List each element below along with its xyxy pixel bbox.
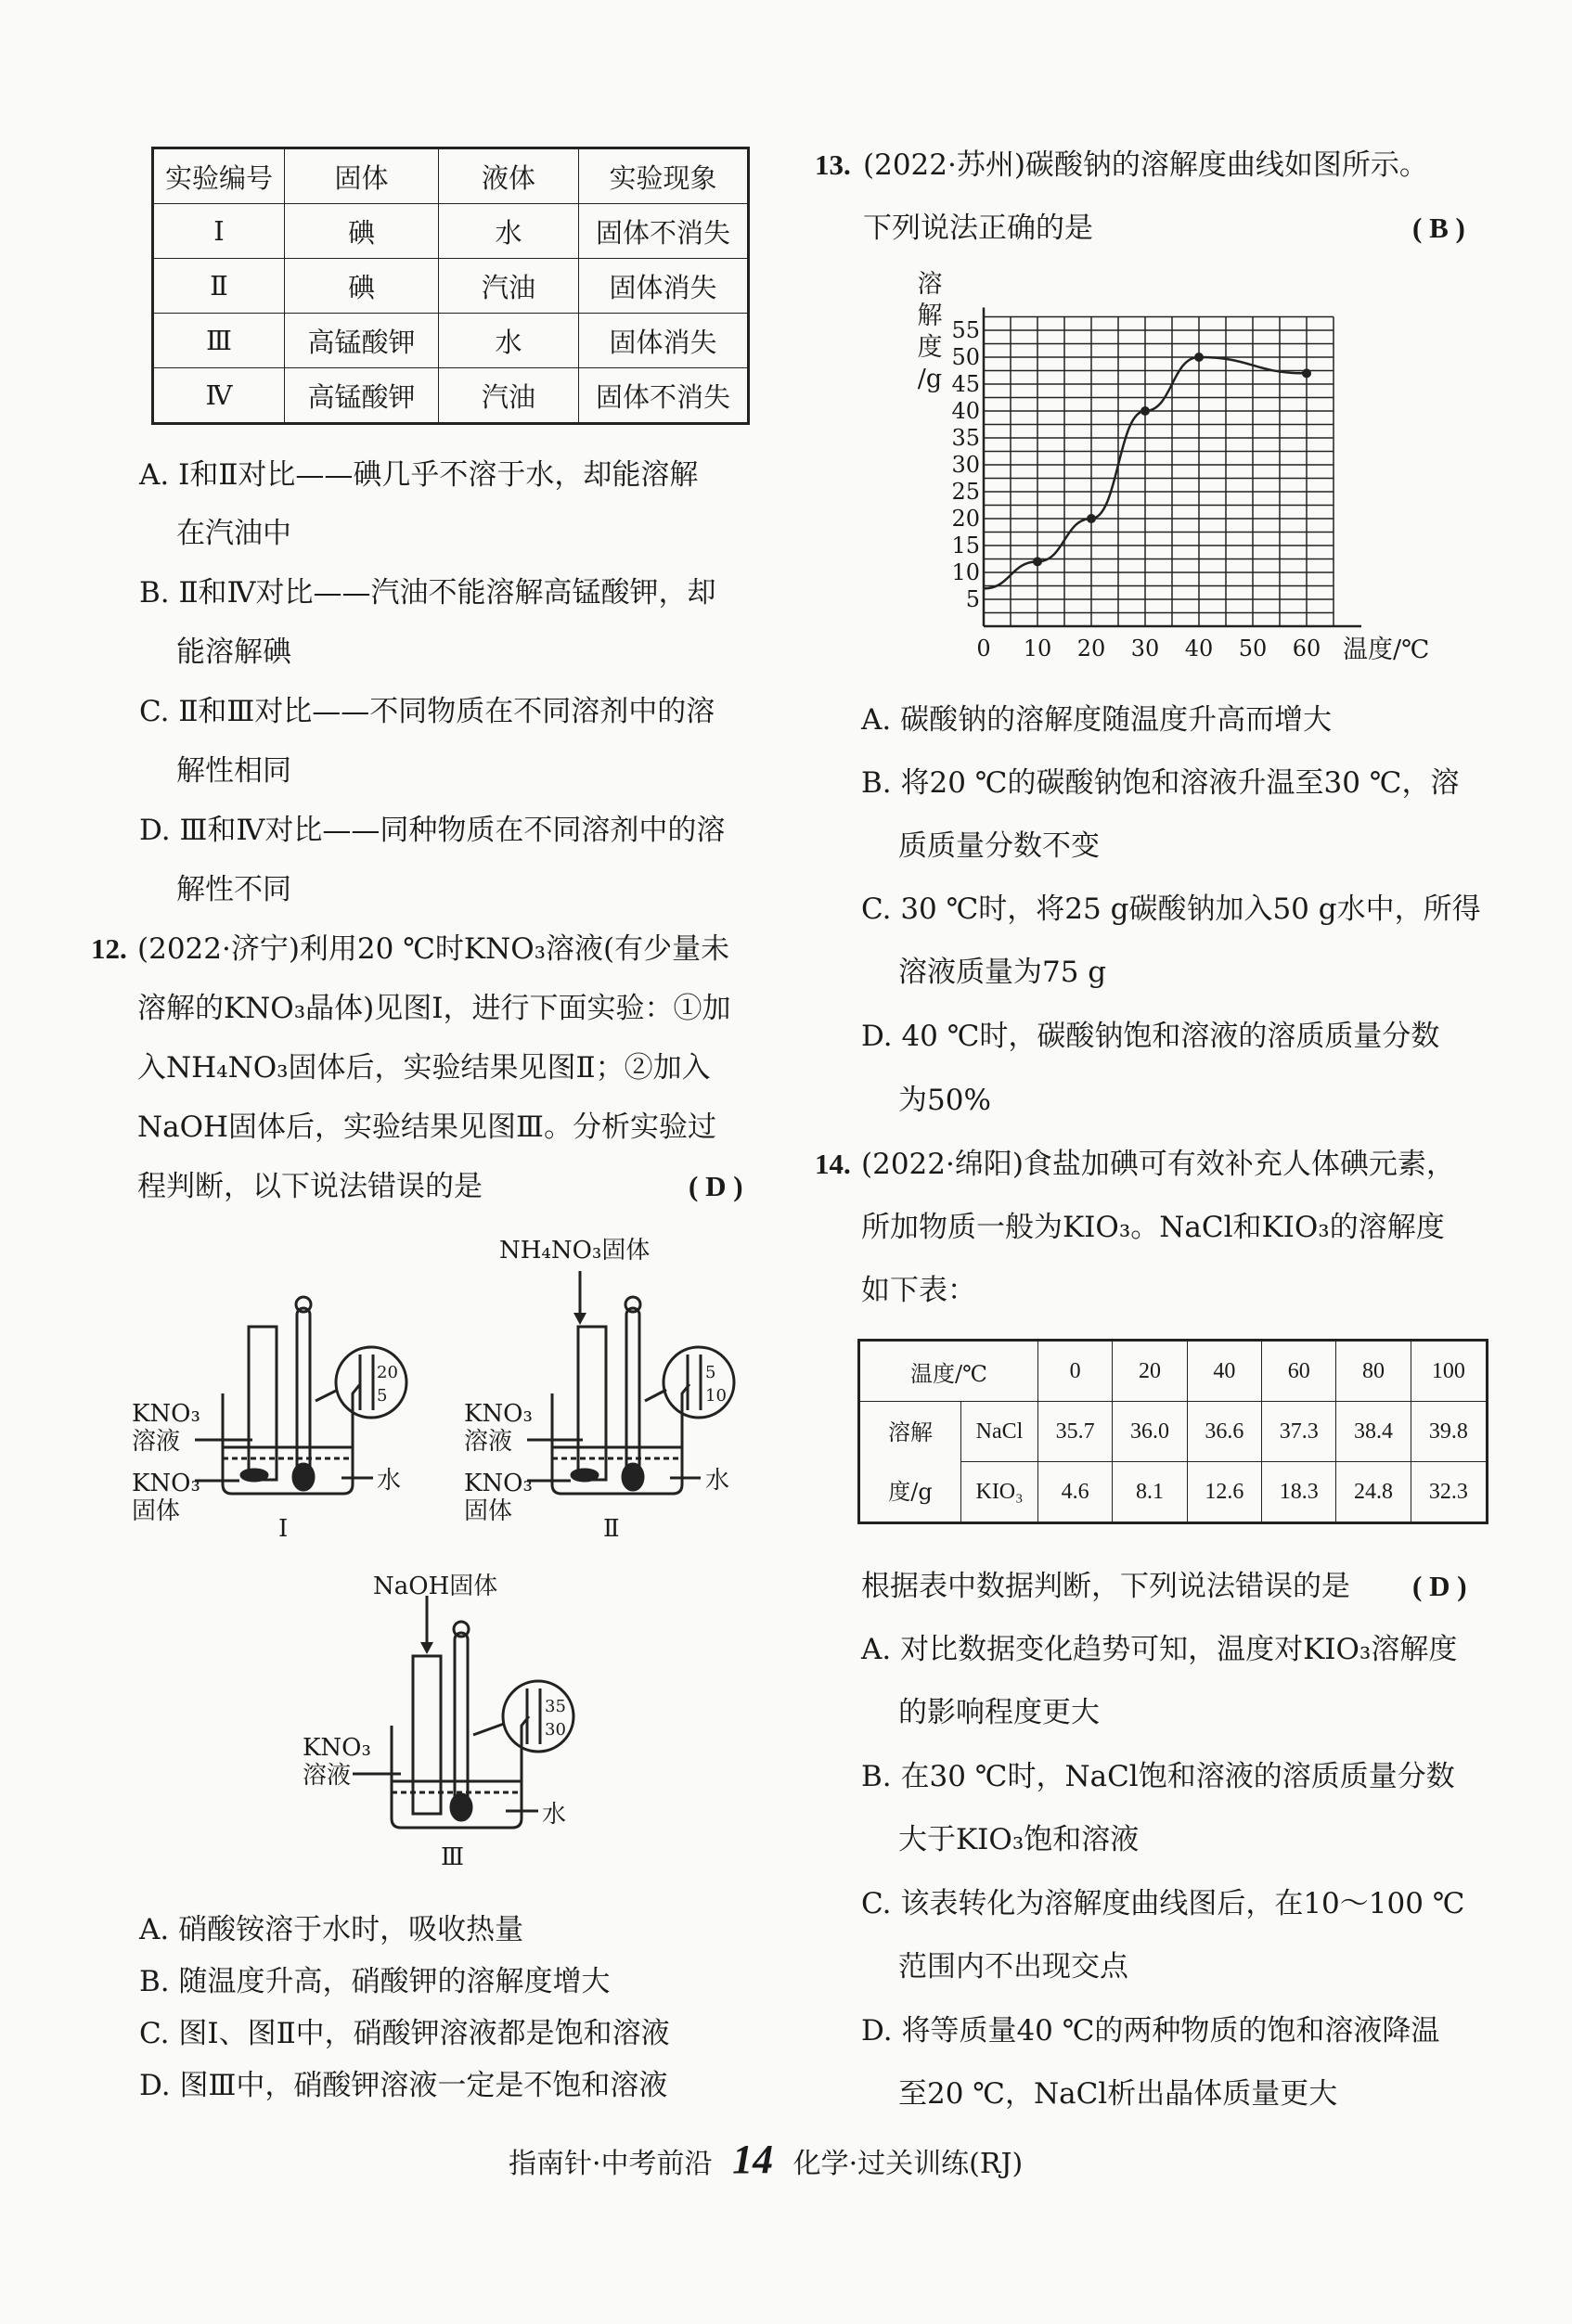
chart-y-tick-label: 15 [951,533,980,559]
q12-stem-line: NaOH固体后，实验结果见图Ⅲ。分析实验过 [137,1111,716,1144]
table-row [859,1402,1488,1462]
fig3-solution-label: 溶液 [303,1762,352,1790]
fig3-therm-bottom: 30 [545,1720,566,1740]
fig1-therm-top: 20 [377,1363,398,1382]
table-cell: Ⅱ [153,259,285,314]
table-cell: 4.6 [1038,1462,1113,1523]
table-header-cell: 40 [1187,1341,1261,1402]
q11-option-d-line1: D. Ⅲ和Ⅳ对比——同种物质在不同溶剂中的溶 [139,814,726,847]
fig1-kno3-solid-label: KNO₃ [132,1470,200,1497]
chart-x-tick-label: 30 [1130,636,1160,661]
table-cell: 固体不消失 [579,204,749,259]
table-cell: 碘 [285,204,439,259]
fig1-caption: Ⅰ [278,1515,289,1543]
table-row [153,259,749,314]
q14-option-c-line1: C. 该表转化为溶解度曲线图后，在10～100 ℃ [861,1887,1465,1920]
chart-data-point [1194,353,1204,362]
fig3-therm-top: 35 [545,1697,566,1716]
fig2-solution-label: 溶液 [464,1428,513,1456]
q14-answer: ( D ) [1412,1570,1467,1602]
chart-x-tick-label: 40 [1184,636,1214,661]
table-cell: 碘 [285,259,439,314]
fig2-therm-bottom: 10 [705,1386,727,1406]
q11-option-c-line2: 解性相同 [176,754,291,788]
table-cell: 35.7 [1038,1402,1113,1462]
table-header-cell: 60 [1262,1341,1336,1402]
q14-question: 根据表中数据判断，下列说法错误的是 [861,1570,1350,1603]
fig1-solution-label: 溶液 [132,1428,181,1456]
chart-y-tick-label: 55 [951,317,980,343]
table-cell: 39.8 [1411,1402,1487,1462]
table-cell: 8.1 [1113,1462,1187,1523]
q13-option-b-line2: 质质量分数不变 [898,829,1100,863]
fig1-kno3-solution-label: KNO₃ [132,1400,200,1428]
beaker-2 [552,1271,734,1494]
table-header-cell: 100 [1411,1341,1487,1402]
fig2-solid-label: 固体 [464,1497,513,1525]
fig2-caption: Ⅱ [603,1515,620,1543]
fig1-therm-bottom: 5 [377,1386,388,1406]
nh4no3-label: NH₄NO₃固体 [499,1237,651,1265]
table-cell: 固体消失 [579,259,749,314]
row-group-label-line: 度/g [888,1478,933,1505]
chart-y-tick-label: 40 [951,398,980,424]
chart-y-axis-label: 解 [917,302,943,330]
table-cell: 高锰酸钾 [285,314,439,368]
page-number: 14 [732,2137,774,2182]
table-cell: 水 [439,314,579,368]
q14-option-b-line1: B. 在30 ℃时，NaCl饱和溶液的溶质质量分数 [861,1760,1455,1793]
table-header-cell: 温度/℃ [859,1341,1038,1402]
table-row [153,204,749,259]
q14-stem-line: 如下表： [861,1274,976,1307]
fig3-kno3-solution-label: KNO₃ [303,1734,371,1762]
table-row [153,368,749,424]
q13-number: 13. [815,148,851,181]
fig2-water-label: 水 [705,1467,730,1495]
table-cell: Ⅰ [153,204,285,259]
q13-option-d-line1: D. 40 ℃时，碳酸钠饱和溶液的溶质质量分数 [861,1020,1440,1053]
q11-option-a-line2: 在汽油中 [176,517,291,550]
chart-data-point [1302,368,1311,378]
q14-stem-line: 所加物质一般为KIO₃。NaCl和KIO₃的溶解度 [861,1211,1445,1244]
q14-option-d-line2: 至20 ℃，NaCl析出晶体质量更大 [898,2077,1338,2111]
fig1-solid-label: 固体 [132,1497,181,1525]
q13-option-a-line1: A. 碳酸钠的溶解度随温度升高而增大 [861,703,1333,737]
footer-right: 化学·过关训练(RJ) [792,2148,1024,2180]
footer-left: 指南针·中考前沿 [509,2148,713,2180]
chart-y-tick-label: 25 [951,479,980,505]
chart-x-tick-label: 20 [1076,636,1106,661]
chart-y-axis-label: /g [917,365,943,393]
table-cell: 水 [439,204,579,259]
chart-y-tick-label: 5 [965,586,980,612]
q13-stem-line1: (2022·苏州)碳酸钠的溶解度曲线如图所示。 [863,148,1428,182]
q12-stem-line: (2022·济宁)利用20 ℃时KNO₃溶液(有少量未 [137,932,730,966]
table-row [153,314,749,368]
q13-answer: ( B ) [1412,212,1465,244]
q11-option-d-line2: 解性不同 [176,873,291,906]
table-cell: NaCl [961,1402,1038,1462]
solubility-table [857,1339,1488,1524]
q14-option-a-line2: 的影响程度更大 [898,1696,1100,1729]
q14-option-a-line1: A. 对比数据变化趋势可知，温度对KIO₃溶解度 [861,1633,1458,1666]
chart-y-axis-label: 度 [917,333,943,362]
table-cell: 固体不消失 [579,368,749,424]
footer [509,2136,1023,2183]
fig2-therm-top: 5 [705,1363,716,1382]
q13-option-c-line2: 溶液质量为75 g [898,956,1107,989]
fig2-kno3-solid-label: KNO₃ [464,1470,533,1497]
chart-x-tick-label: 0 [976,636,991,661]
chart-data-point [1033,557,1042,566]
chart-data-point [1140,406,1150,416]
table-cell: 18.3 [1262,1462,1336,1523]
chart-x-tick-label: 60 [1292,636,1321,661]
table-cell: 36.6 [1187,1402,1261,1462]
table-header-cell: 固体 [285,148,439,204]
table-header-cell: 液体 [439,148,579,204]
table-cell: 36.0 [1113,1402,1187,1462]
fig2-kno3-solution-label: KNO₃ [464,1400,533,1428]
table-header-cell: 80 [1336,1341,1411,1402]
table-cell: Ⅳ [153,368,285,424]
q11-option-a-line1: A. Ⅰ和Ⅱ对比——碘几乎不溶于水，却能溶解 [139,458,699,492]
q11-option-c-line1: C. Ⅱ和Ⅲ对比——不同物质在不同溶剂中的溶 [139,695,715,728]
fig1-water-label: 水 [377,1467,402,1495]
q12-number: 12. [91,932,127,965]
q11-option-b-line2: 能溶解碘 [176,636,291,669]
table-header-cell: 实验现象 [579,148,749,204]
q14-option-d-line1: D. 将等质量40 ℃的两种物质的饱和溶液降温 [861,2014,1440,2048]
q14-option-c-line2: 范围内不出现交点 [898,1950,1128,1984]
row-group-label-line: 溶解 [888,1419,933,1445]
q12-option-a: A. 硝酸铵溶于水时，吸收热量 [139,1913,524,1946]
solubility-chart [909,264,1466,682]
table-cell: 汽油 [439,368,579,424]
chart-y-axis-label: 溶 [917,270,943,299]
table-cell: 38.4 [1336,1402,1411,1462]
table-cell: KIO₃ [961,1462,1038,1523]
q13-stem-line2: 下列说法正确的是 [863,212,1093,245]
table-header-row [859,1341,1488,1402]
chart-y-tick-label: 20 [951,506,980,532]
q12-option-b: B. 随温度升高，硝酸钾的溶解度增大 [139,1965,611,1998]
q13-option-b-line1: B. 将20 ℃的碳酸钠饱和溶液升温至30 ℃，溶 [861,766,1460,800]
chart-data-point [1087,514,1096,523]
q12-stem-line: 程判断，以下说法错误的是 [137,1170,483,1203]
chart-y-tick-label: 30 [951,452,980,478]
table-header-cell: 20 [1113,1341,1187,1402]
chart-y-tick-label: 35 [951,425,980,451]
table-header-row [153,148,749,204]
table-cell: 12.6 [1187,1462,1261,1523]
fig3-water-label: 水 [542,1801,567,1829]
chart-y-tick-label: 10 [951,559,980,585]
fig3-caption: Ⅲ [441,1843,465,1865]
table-cell: 固体消失 [579,314,749,368]
q14-stem-line: (2022·绵阳)食盐加碘可有效补充人体碘元素， [861,1148,1455,1181]
table-header-cell: 实验编号 [153,148,285,204]
table-cell: 32.3 [1411,1462,1487,1523]
q13-option-c-line1: C. 30 ℃时，将25 g碳酸钠加入50 g水中，所得 [861,892,1481,926]
table-cell: 汽油 [439,259,579,314]
table-cell: 24.8 [1336,1462,1411,1523]
chart-y-tick-label: 45 [951,371,980,397]
chart-y-tick-label: 50 [951,344,980,370]
q14-number: 14. [815,1148,851,1180]
table-row-group-label [859,1402,961,1523]
chart-x-tick-label: 10 [1023,636,1052,661]
naoh-label: NaOH固体 [373,1573,498,1600]
q14-option-b-line2: 大于KIO₃饱和溶液 [898,1823,1140,1856]
q12-answer: ( D ) [689,1170,743,1202]
table-cell: 高锰酸钾 [285,368,439,424]
table-cell: 37.3 [1262,1402,1336,1462]
table-header-cell: 0 [1038,1341,1113,1402]
q12-option-c: C. 图Ⅰ、图Ⅱ中，硝酸钾溶液都是饱和溶液 [139,2017,670,2050]
q11-option-b-line1: B. Ⅱ和Ⅳ对比——汽油不能溶解高锰酸钾，却 [139,576,716,610]
q13-option-d-line2: 为50% [898,1084,991,1117]
q12-option-d: D. 图Ⅲ中，硝酸钾溶液一定是不饱和溶液 [139,2069,668,2102]
q12-experiment-figure [130,1215,780,1865]
chart-x-tick-label: 50 [1238,636,1268,661]
chart-x-axis-label: 温度/℃ [1343,636,1430,664]
q12-stem-line: 溶解的KNO₃晶体)见图Ⅰ，进行下面实验：①加 [137,992,731,1025]
q12-stem-line: 入NH₄NO₃固体后，实验结果见图Ⅱ；②加入 [137,1051,711,1085]
experiment-table [151,147,750,425]
table-cell: Ⅲ [153,314,285,368]
